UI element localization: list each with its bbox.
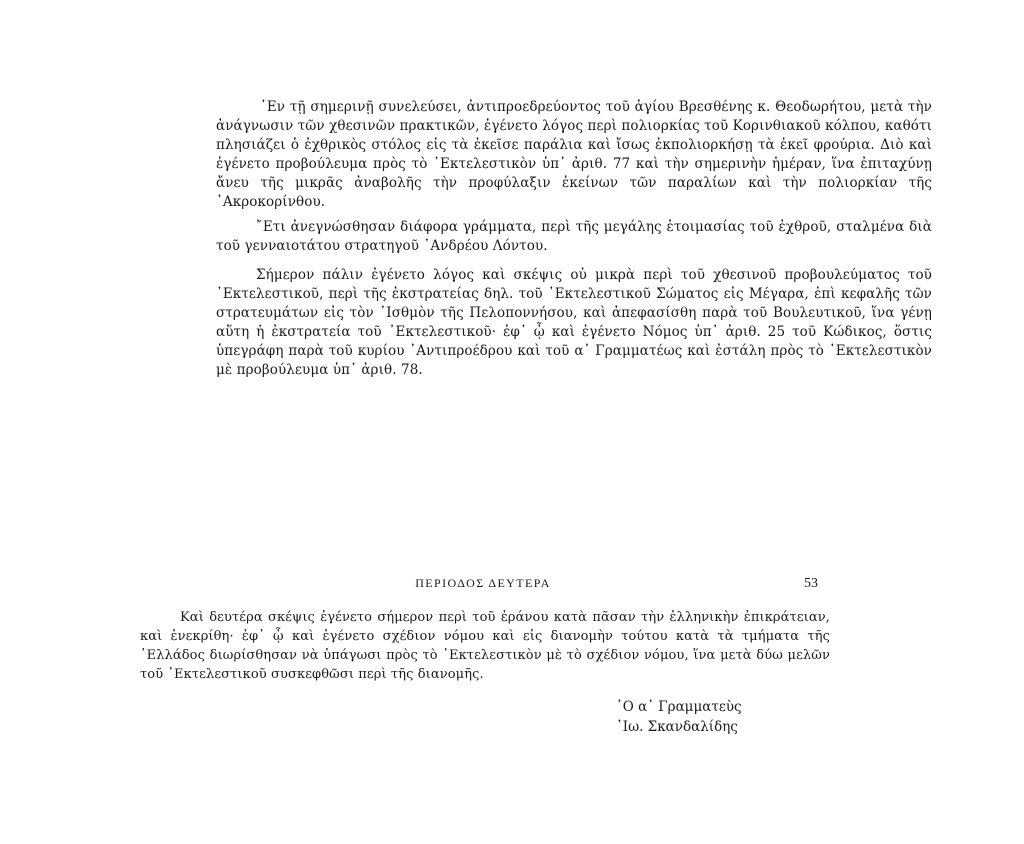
signature-title: ῾Ο α᾿ Γραμματεὺς <box>616 699 742 715</box>
running-title: ΠΕΡΙΟΔΟΣ ΔΕΥΤΕΡΑ <box>415 576 551 590</box>
lower-paragraph-1: Καὶ δευτέρα σκέψις ἐγένετο σήμερον περὶ τοῦ ἐράνου κατὰ πᾶσαν τὴν ἑλληνικὴν ἐπικράτειαν, καὶ ἐνεκρίθη· ἐφ᾿ ᾧ καὶ ἐγένετο σχέδιον νόμου καὶ εἰς διανομὴν τούτου κατὰ τὰ τμήματα τῆς ῾Ελλάδος διωρίσθησαν νὰ ὑπάγωσι πρὸς τὸ ᾿Εκτελεστικὸν μὲ τὸ σχέδιον νόμου, ἵνα μετὰ δύω μελῶν τοῦ ᾿Εκτελεστικοῦ συσκεφθῶσι περὶ τῆς διανομῆς. <box>140 610 830 682</box>
page-header <box>140 576 826 598</box>
lower-text-block <box>140 608 830 690</box>
upper-text-block <box>216 98 932 386</box>
signature-block <box>616 697 836 737</box>
page-number: 53 <box>804 576 818 591</box>
upper-paragraph-3: Σήμερον πάλιν ἐγένετο λόγος καὶ σκέψις οὐ μικρὰ περὶ τοῦ χθεσινοῦ προβουλεύματος τοῦ ᾿Εκτελεστικοῦ, περὶ τῆς ἐκστρατείας δηλ. τοῦ ᾿Εκτελεστικοῦ Σώματος εἰς Μέγαρα, ἐπὶ κεφαλῆς τῶν στρατευμάτων εἰς τὸν ᾿Ισθμὸν τῆς Πελοποννήσου, καὶ ἀπεφασίσθη παρὰ τοῦ Βουλευτικοῦ, ἵνα γένῃ αὕτη ἡ ἐκστρατεία τοῦ ᾿Εκτελεστικοῦ· ἐφ᾿ ᾧ καὶ ἐγένετο Νόμος ὑπ᾿ ἀριθ. 25 τοῦ Κώδικος, ὅστις ὑπεγράφη παρὰ τοῦ κυρίου ᾿Αντιπροέδρου καὶ τοῦ α᾿ Γραμματέως καὶ ἐστάλη πρὸς τὸ ᾿Εκτελεστικὸν μὲ προβούλευμα ὑπ᾿ ἀριθ. 78. <box>216 267 932 378</box>
upper-paragraph-2: ῎Ετι ἀνεγνώσθησαν διάφορα γράμματα, περὶ τῆς μεγάλης ἑτοιμασίας τοῦ ἐχθροῦ, σταλμένα διὰ τοῦ γενναιοτάτου στρατηγοῦ ᾿Ανδρέου Λόντου. <box>216 219 932 254</box>
upper-paragraph-1: ᾿Εν τῇ σημερινῇ συνελεύσει, ἀντιπροεδρεύοντος τοῦ ἁγίου Βρεσθένης κ. Θεοδωρήτου, μετὰ τὴν ἀνάγνωσιν τῶν χθεσινῶν πρακτικῶν, ἐγένετο λόγος περὶ πολιορκίας τοῦ Κορινθιακοῦ κόλπου, καθότι πλησιάζει ὁ ἐχθρικὸς στόλος εἰς τὰ ἐκεῖσε παράλια καὶ ἴσως ἐκπολιορκήσῃ τὰ ἐκεῖ φρούρια. Διὸ καὶ ἐγένετο προβούλευμα πρὸς τὸ ᾿Εκτελεστικὸν ὑπ᾿ ἀριθ. 77 καὶ τὴν σημερινὴν ἡμέραν, ἵνα ἐπιταχύνῃ ἄνευ τῆς μικρᾶς ἀναβολῆς τὴν προφύλαξιν ἐκείνων τῶν παραλίων καὶ τὴν πολιορκίαν τῆς ᾿Ακροκορίνθου. <box>216 99 932 210</box>
signature-name: ᾿Ιω. Σκανδαλίδης <box>616 719 738 735</box>
